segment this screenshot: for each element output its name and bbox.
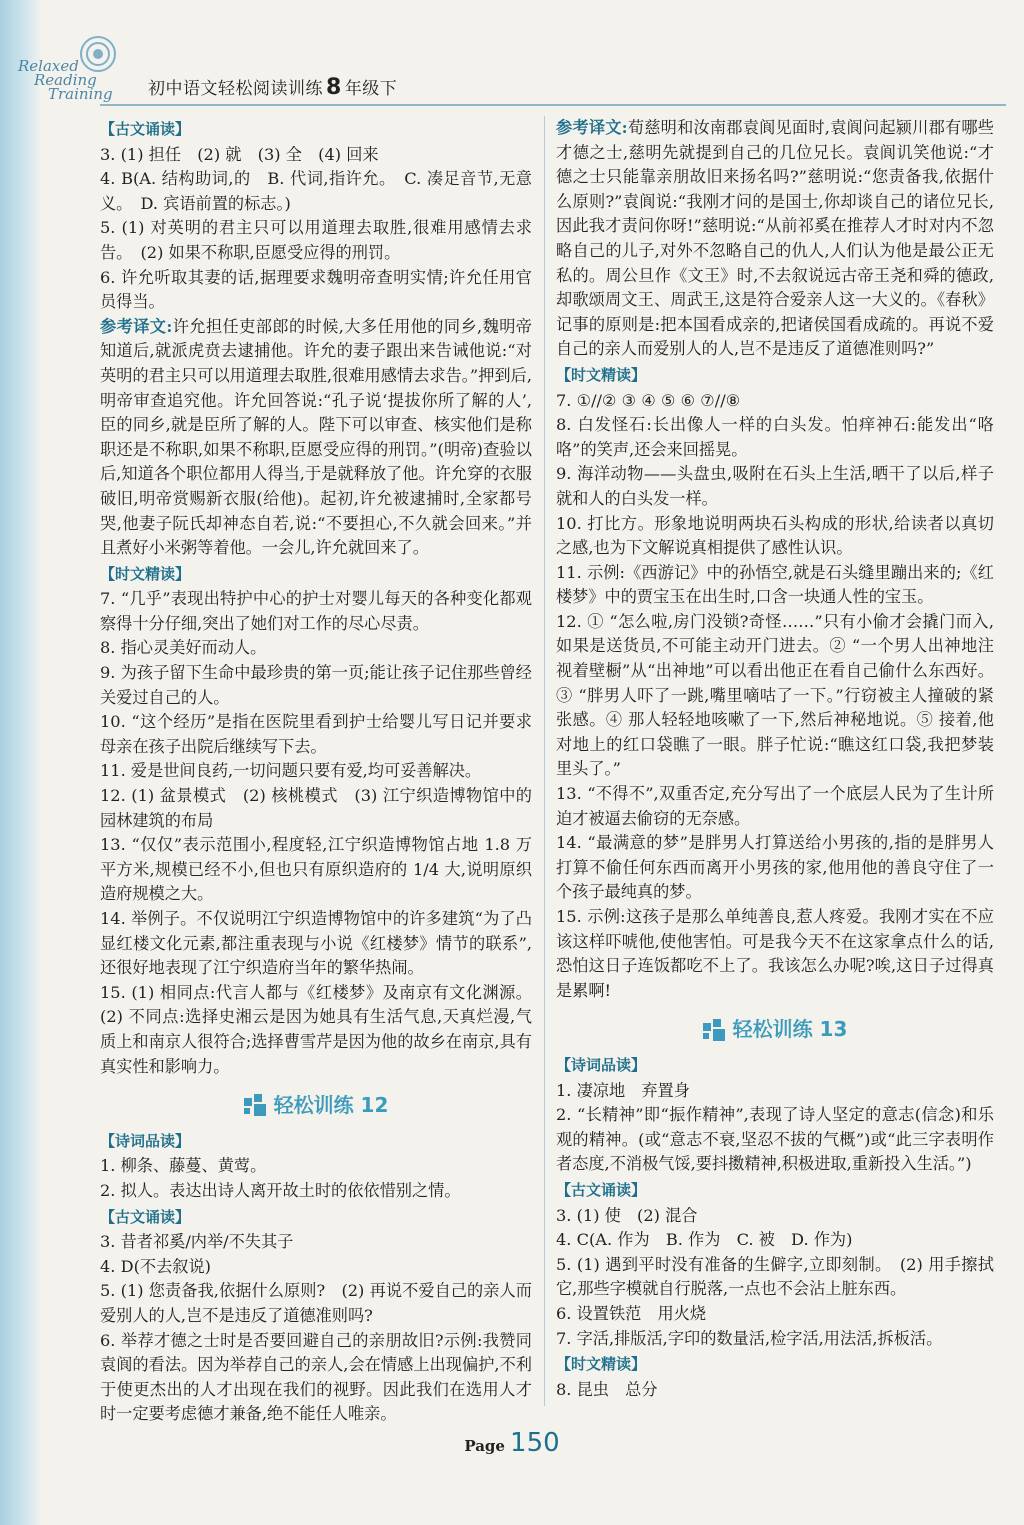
tag-row — [100, 116, 532, 143]
section-marker-icon — [244, 1094, 266, 1116]
section-tag: 【诗词品读】 — [100, 1131, 191, 1150]
answer-item: 7. “几乎”表现出特护中心的护士对婴儿每天的各种变化都观察得十分仔细,突出了她们对工作的尽心尽责。 — [100, 589, 532, 633]
section-title: 轻松训练 13 — [732, 1017, 848, 1042]
right-column — [556, 116, 994, 1402]
series-logo — [18, 34, 138, 104]
training-section-heading — [556, 1017, 994, 1042]
answer-item: 14. 举例子。不仅说明江宁织造博物馆中的许多建筑“为了凸显红楼文化元素,都注重表现与小说《红楼梦》情节的联系”,还很好地表现了江宁织造府当年的繁华热闹。 — [100, 909, 532, 978]
answer-item: 13. “不得不”,双重否定,充分写出了一个底层人民为了生计所迫才被逼去偷窃的无奈感。 — [556, 784, 994, 828]
answer-item: 5. (1) 对英明的君主只可以用道理去取胜,很难用感情去求告。 (2) 如果不称职,臣愿受应得的刑罚。 — [100, 218, 532, 262]
answer-item: 8. 指心灵美好而动人。 — [100, 638, 267, 658]
answer-item: 15. (1) 相同点:代言人都与《红楼梦》及南京有文化渊源。(2) 不同点:选择史湘云是因为她具有生活气息,天真烂漫,气质上和南京人很符合;选择曹雪芹是因为他的故乡在南京,具有真实性和影响力。 — [100, 982, 532, 1076]
answer-item: 6. 许允听取其妻的话,据理要求魏明帝查明实情;许允任用官员得当。 — [100, 267, 532, 312]
reference-label: 参考译文: — [100, 316, 173, 336]
section-tag: 【时文精读】 — [100, 564, 191, 583]
reference-label: 参考译文: — [556, 118, 628, 137]
answer-item: 5. (1) 遇到平时没有准备的生僻字,立即刻制。 (2) 用手擦拭它,那些字模就自行脱落,一点也不会沾上脏东西。 — [556, 1254, 994, 1299]
reference-translation — [556, 116, 994, 362]
answer-item: 8. 白发怪石:长出像人一样的白头发。怕痒神石:能发出“咯咯”的笑声,还会来回摇晃。 — [556, 415, 994, 459]
section-tag: 【古文诵读】 — [100, 120, 191, 138]
section-title: 轻松训练 12 — [273, 1093, 389, 1118]
answer-item: 9. 为孩子留下生命中最珍贵的第一页;能让孩子记住那些曾经关爱过自己的人。 — [100, 663, 532, 707]
section-tag: 【诗词品读】 — [556, 1055, 647, 1074]
logo-word-3: Training — [48, 85, 113, 103]
page-edge-tint — [0, 0, 42, 1525]
answer-item: 1. 柳条、藤蔓、黄莺。 — [100, 1156, 267, 1176]
answer-item: 2. 拟人。表达出诗人离开故土时的依依惜别之情。 — [100, 1180, 461, 1200]
answer-item: 6. 举荐才德之士时是否要回避自己的亲朋故旧?示例:我赞同袁阆的看法。因为举荐自己的亲人,会在情感上出现偏护,不利于使更杰出的人才出现在我们的视野。因此我们在选用人才时一定要考虑德才兼备,绝不能任人唯亲。 — [100, 1330, 532, 1424]
header-title-suffix: 年级下 — [344, 79, 398, 99]
section-tag: 【古文诵读】 — [100, 1207, 191, 1226]
answer-item: 12. (1) 盆景模式 (2) 核桃模式 (3) 江宁织造博物馆中的园林建筑的布局 — [100, 786, 532, 830]
answer-item: 3. (1) 使 (2) 混合 — [556, 1205, 698, 1225]
section-tag: 【时文精读】 — [556, 365, 647, 384]
answer-item: 2. “长精神”即“振作精神”,表现了诗人坚定的意志(信念)和乐观的精神。(或“意志不衰,坚忍不拔的气概”)或“此三字表明作者态度,不消极气馁,要抖擞精神,积极进取,重新投入生活。”) — [556, 1105, 994, 1174]
tag-row — [100, 561, 532, 588]
answer-item: 3. 昔者祁奚/内举/不失其子 — [100, 1232, 294, 1252]
section-tag: 【时文精读】 — [556, 1355, 647, 1374]
answer-item: 10. “这个经历”是指在医院里看到护士给婴儿写日记并要求母亲在孩子出院后继续写下去。 — [100, 712, 532, 756]
answer-item: 15. 示例:这孩子是那么单纯善良,惹人疼爱。我刚才实在不应该这样吓唬他,使他害怕。可是我今天不在这家拿点什么的话,恐怕这日子连饭都吃不上了。我该怎么办呢?唉,这日子过得真是累啊! — [556, 907, 994, 1000]
logo-word-2: Reading — [34, 71, 97, 89]
section-tag: 【古文诵读】 — [556, 1180, 647, 1199]
tag-row — [556, 1052, 994, 1079]
answer-item: 1. 凄凉地 弃置身 — [556, 1080, 690, 1100]
page-number: 150 — [510, 1428, 560, 1458]
answer-item: 13. “仅仅”表示范围小,程度轻,江宁织造博物馆占地 1.8 万平方米,规模已经不小,但也只有原织造府的 1/4 大,说明原织造府规模之大。 — [100, 835, 532, 904]
answer-item: 4. B(A. 结构助词,的 B. 代词,指许允。 C. 凑足音节,无意义。 D. 宾语前置的标志。) — [100, 169, 532, 213]
section-marker-icon — [703, 1019, 725, 1041]
answer-item: 11. 爱是世间良药,一切问题只要有爱,均可妥善解决。 — [100, 761, 482, 781]
answer-item: 8. 昆虫 总分 — [556, 1379, 658, 1399]
answer-item: 4. D(不去叙说) — [100, 1256, 211, 1276]
logo-circles-icon — [78, 34, 118, 74]
reference-text: 荀慈明和汝南郡袁阆见面时,袁阆问起颍川郡有哪些才德之士,慈明先就提到自己的几位兄长。袁阆讥笑他说:“才德之士只能靠亲朋故旧来扬名吗?”慈明说:“您责备我,依据什么原则?”袁阆说:“我刚才问的是国士,你却谈自己的诸位兄长,因此我才责问你呀!”慈明说:“从前祁奚在推荐人才时对内不忽略自己的儿子,对外不忽略自己的仇人,人们认为他是最公正无私的。周公旦作《文王》时,不去叙说远古帝王尧和舜的德政,却歌颂周文王、周武王,这是符合爱亲人这一大义的。《春秋》记事的原则是:把本国看成亲的,把诸侯国看成疏的。再说不爱自己的亲人而爱别人的人,岂不是违反了道德准则吗?” — [556, 118, 994, 359]
tag-row — [100, 1204, 532, 1231]
column-divider — [544, 116, 545, 1406]
answer-item: 4. C(A. 作为 B. 作为 C. 被 D. 作为) — [556, 1230, 853, 1250]
answer-item: 14. “最满意的梦”是胖男人打算送给小男孩的,指的是胖男人打算不偷任何东西而离开小男孩的家,他用他的善良守住了一个孩子最纯真的梦。 — [556, 833, 994, 902]
answer-item: 7. ①//② ③ ④ ⑤ ⑥ ⑦//⑧ — [556, 390, 741, 410]
tag-row — [100, 1128, 532, 1155]
left-column — [100, 116, 532, 1427]
header-title-prefix: 初中语文轻松阅读训练 — [148, 79, 323, 99]
answer-item: 11. 示例:《西游记》中的孙悟空,就是石头缝里蹦出来的;《红楼梦》中的贾宝玉在出生时,口含一块通人性的宝玉。 — [556, 562, 994, 607]
answer-item: 7. 字活,排版活,字印的数量活,检字活,用法活,拆板活。 — [556, 1328, 943, 1348]
header-rule — [100, 104, 1006, 106]
reference-text: 许允担任吏部郎的时候,大多任用他的同乡,魏明帝知道后,就派虎贲去逮捕他。许允的妻子跟出来告诫他说:“对英明的君主只可以用道理去取胜,很难用感情去求告。”押到后,明帝审查追究他。许允回答说:“孔子说‘提拔你所了解的人’,臣的同乡,就是臣所了解的人。陛下可以审查、核实他们是称职还是不称职,如果不称职,臣愿受应得的刑罚。”(明帝)查验以后,知道各个职位都用人得当,于是就释放了他。许允穿的衣服破旧,明帝赏赐新衣服(给他)。起初,许允被逮捕时,全家都号哭,他妻子阮氏却神态自若,说:“不要担心,不久就会回来。”并且煮好小米粥等着他。一会儿,许允就回来了。 — [100, 316, 532, 558]
tag-row — [556, 1177, 994, 1204]
answer-item: 3. (1) 担任 (2) 就 (3) 全 (4) 回来 — [100, 144, 379, 164]
page-header-title — [148, 74, 397, 100]
training-section-heading — [100, 1093, 532, 1118]
answer-item: 12. ① “怎么啦,房门没锁?奇怪……”只有小偷才会撬门而入,如果是送货员,不可能主动开门进去。② “一个男人出神地注视着壁橱”从“出神地”可以看出他正在看自己偷什么东西好。③ “胖男人吓了一跳,嘴里嘀咕了一下。”行窃被主人撞破的紧张感。④ 那人轻轻地咳嗽了一下,然后神秘地说。⑤ 接着,他对地上的红口袋瞧了一眼。胖子忙说:“瞧这红口袋,我把梦装里头了。” — [556, 611, 994, 779]
header-grade: 8 — [326, 75, 342, 100]
tag-row — [556, 362, 994, 389]
tag-row — [556, 1351, 994, 1378]
logo-word-1: Relaxed — [18, 57, 79, 75]
page-footer — [0, 1428, 1024, 1458]
answer-item: 9. 海洋动物——头盘虫,吸附在石头上生活,晒干了以后,样子就和人的白头发一样。 — [556, 464, 994, 508]
answer-item: 6. 设置铁范 用火烧 — [556, 1303, 707, 1323]
page-label: Page — [464, 1437, 505, 1455]
answer-item: 5. (1) 您责备我,依据什么原则? (2) 再说不爱自己的亲人而爱别人的人,岂不是违反了道德准则吗? — [100, 1281, 532, 1325]
reference-translation — [100, 315, 532, 561]
answer-item: 10. 打比方。形象地说明两块石头构成的形状,给读者以真切之感,也为下文解说真相提供了感性认识。 — [556, 513, 994, 558]
